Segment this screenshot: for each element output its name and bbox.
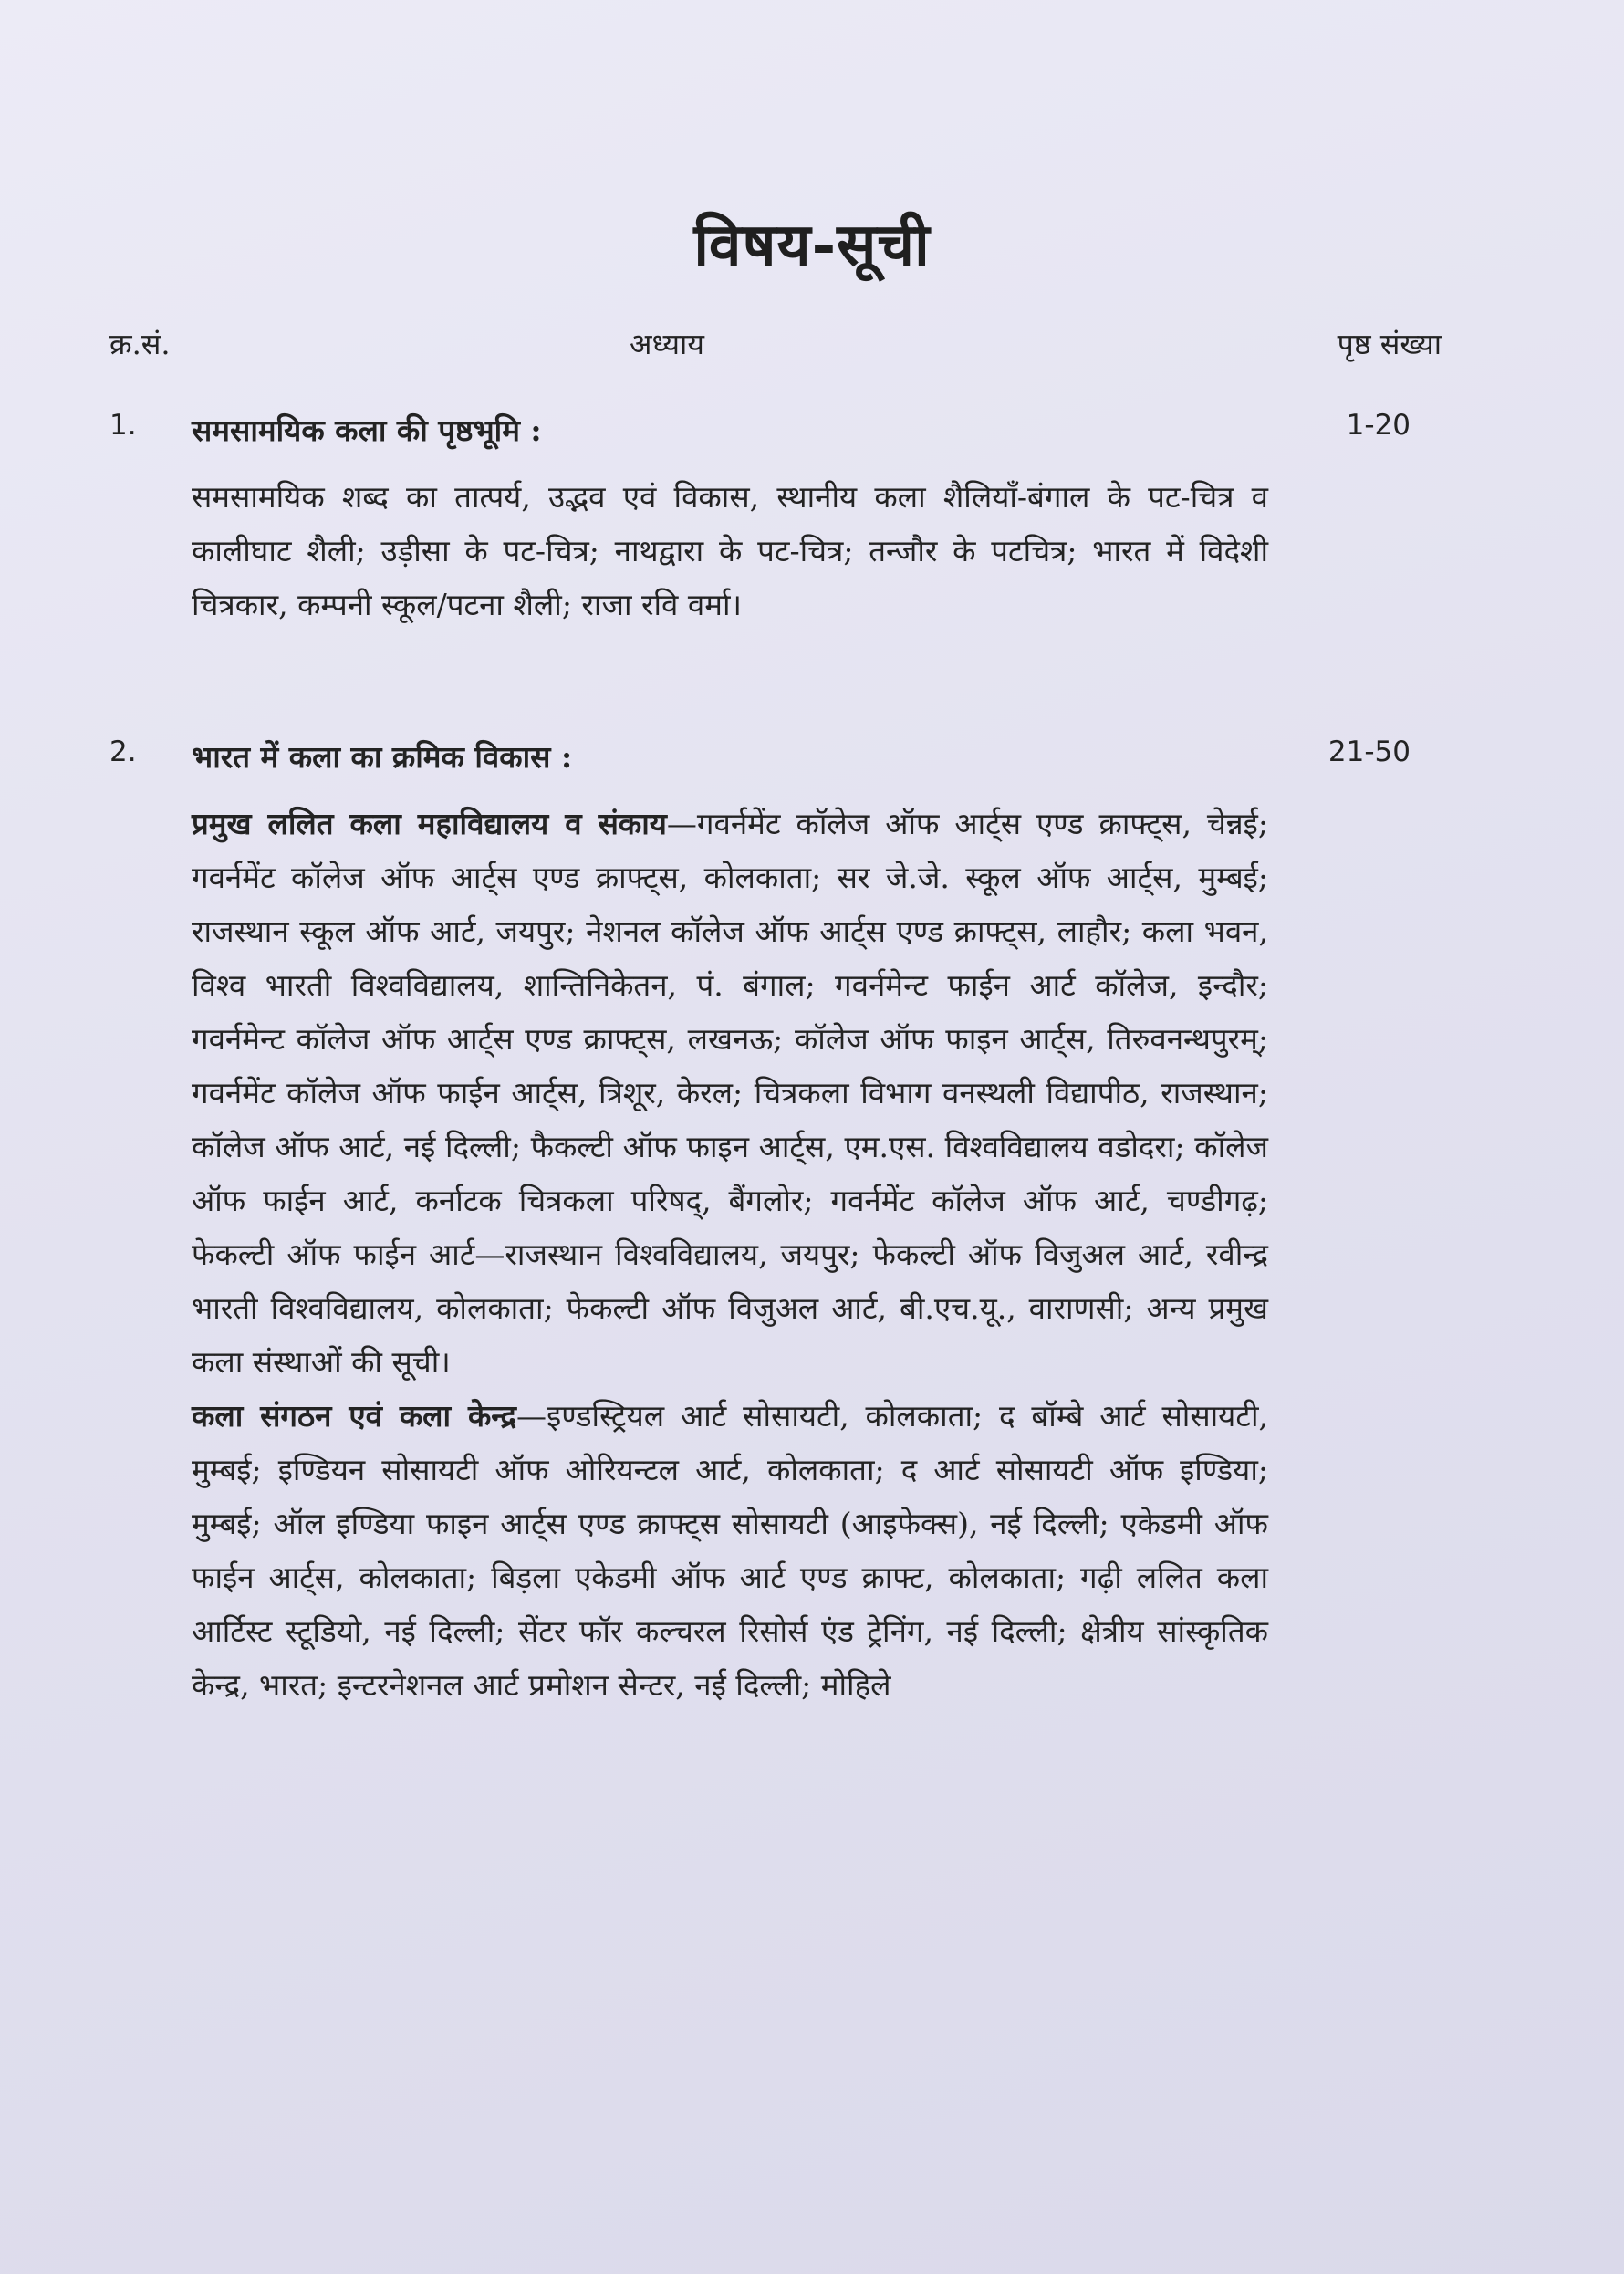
paragraph-text: समसामयिक शब्द का तात्पर्य, उद्भव एवं विकास, स्थानीय कला शैलियाँ-बंगाल के पट-चित्र व कालीघाट शैली; उड़ीसा के पट-चित्र; नाथद्वारा के पट-चित्र; तन्जौर के पटचित्र; भारत में विदेशी चित्रकार, कम्पनी स्कूल/पटना शैली; राजा रवि वर्मा। (192, 479, 1268, 622)
column-header-row (109, 324, 1442, 370)
entry-paragraph (192, 470, 1268, 631)
entry-description (192, 470, 1268, 631)
header-chapter: अध्याय (630, 327, 704, 361)
header-pages: पृष्ठ संख्या (1337, 327, 1442, 361)
paragraph-lead: प्रमुख ललित कला महाविद्यालय व संकाय (192, 806, 667, 841)
entry-page-range: 1-20 (1346, 409, 1411, 442)
entry-number: 2. (109, 735, 137, 768)
entry-description (192, 797, 1268, 1712)
entry-paragraph (192, 797, 1268, 1389)
header-serial: क्र.सं. (109, 327, 171, 361)
entry-paragraph (192, 1389, 1268, 1712)
entry-page-range: 21-50 (1327, 735, 1411, 768)
paragraph-lead: कला संगठन एवं कला केन्द्र (192, 1398, 517, 1434)
entry-title: समसामयिक कला की पृष्ठभूमि : (192, 412, 542, 448)
entry-number: 1. (109, 409, 137, 442)
entry-title: भारत में कला का क्रमिक विकास : (192, 739, 573, 775)
paragraph-text: —इण्डस्ट्रियल आर्ट सोसायटी, कोलकाता; द बॉम्बे आर्ट सोसायटी, मुम्बई; इण्डियन सोसायटी ऑफ ओरियन्टल आर्ट, कोलकाता; द आर्ट सोसायटी ऑफ इण्डिया; मुम्बई; ऑल इण्डिया फाइन आर्ट्स एण्ड क्राफ्ट्स सोसायटी (आइफेक्स), नई दिल्ली; एकेडमी ऑफ फाईन आर्ट्स, कोलकाता; बिड़ला एकेडमी ऑफ आर्ट एण्ड क्राफ्ट, कोलकाता; गढ़ी ललित कला आर्टिस्ट स्टूडियो, नई दिल्ली; सेंटर फॉर कल्चरल रिसोर्स एंड ट्रेनिंग, नई दिल्ली; क्षेत्रीय सांस्कृतिक केन्द्र, भारत; इन्टरनेशनल आर्ट प्रमोशन सेन्टर, नई दिल्ली; मोहिले (192, 1398, 1268, 1703)
page-title: विषय-सूची (693, 211, 931, 279)
paragraph-text: —गवर्नमेंट कॉलेज ऑफ आर्ट्स एण्ड क्राफ्ट्स, चेन्नई; गवर्नमेंट कॉलेज ऑफ आर्ट्स एण्ड क्राफ्ट्स, कोलकाता; सर जे.जे. स्कूल ऑफ आर्ट्स, मुम्बई; राजस्थान स्कूल ऑफ आर्ट, जयपुर; नेशनल कॉलेज ऑफ आर्ट्स एण्ड क्राफ्ट्स, लाहौर; कला भवन, विश्व भारती विश्वविद्यालय, शान्तिनिकेतन, पं. बंगाल; गवर्नमेन्ट फाईन आर्ट कॉलेज, इन्दौर; गवर्नमेन्ट कॉलेज ऑफ आर्ट्स एण्ड क्राफ्ट्स, लखनऊ; कॉलेज ऑफ फाइन आर्ट्स, तिरुवनन्थपुरम्; गवर्नमेंट कॉलेज ऑफ फाईन आर्ट्स, त्रिशूर, केरल; चित्रकला विभाग वनस्थली विद्यापीठ, राजस्थान; कॉलेज ऑफ आर्ट, नई दिल्ली; फैकल्टी ऑफ फाइन आर्ट्स, एम.एस. विश्वविद्यालय वडोदरा; कॉलेज ऑफ फाईन आर्ट, कर्नाटक चित्रकला परिषद्, बैंगलोर; गवर्नमेंट कॉलेज ऑफ आर्ट, चण्डीगढ़; फेकल्टी ऑफ फाईन आर्ट—राजस्थान विश्वविद्यालय, जयपुर; फेकल्टी ऑफ विजुअल आर्ट, रवीन्द्र भारती विश्वविद्यालय, कोलकाता; फेकल्टी ऑफ विजुअल आर्ट, बी.एच.यू., वाराणसी; अन्य प्रमुख कला संस्थाओं की सूची। (192, 806, 1268, 1380)
